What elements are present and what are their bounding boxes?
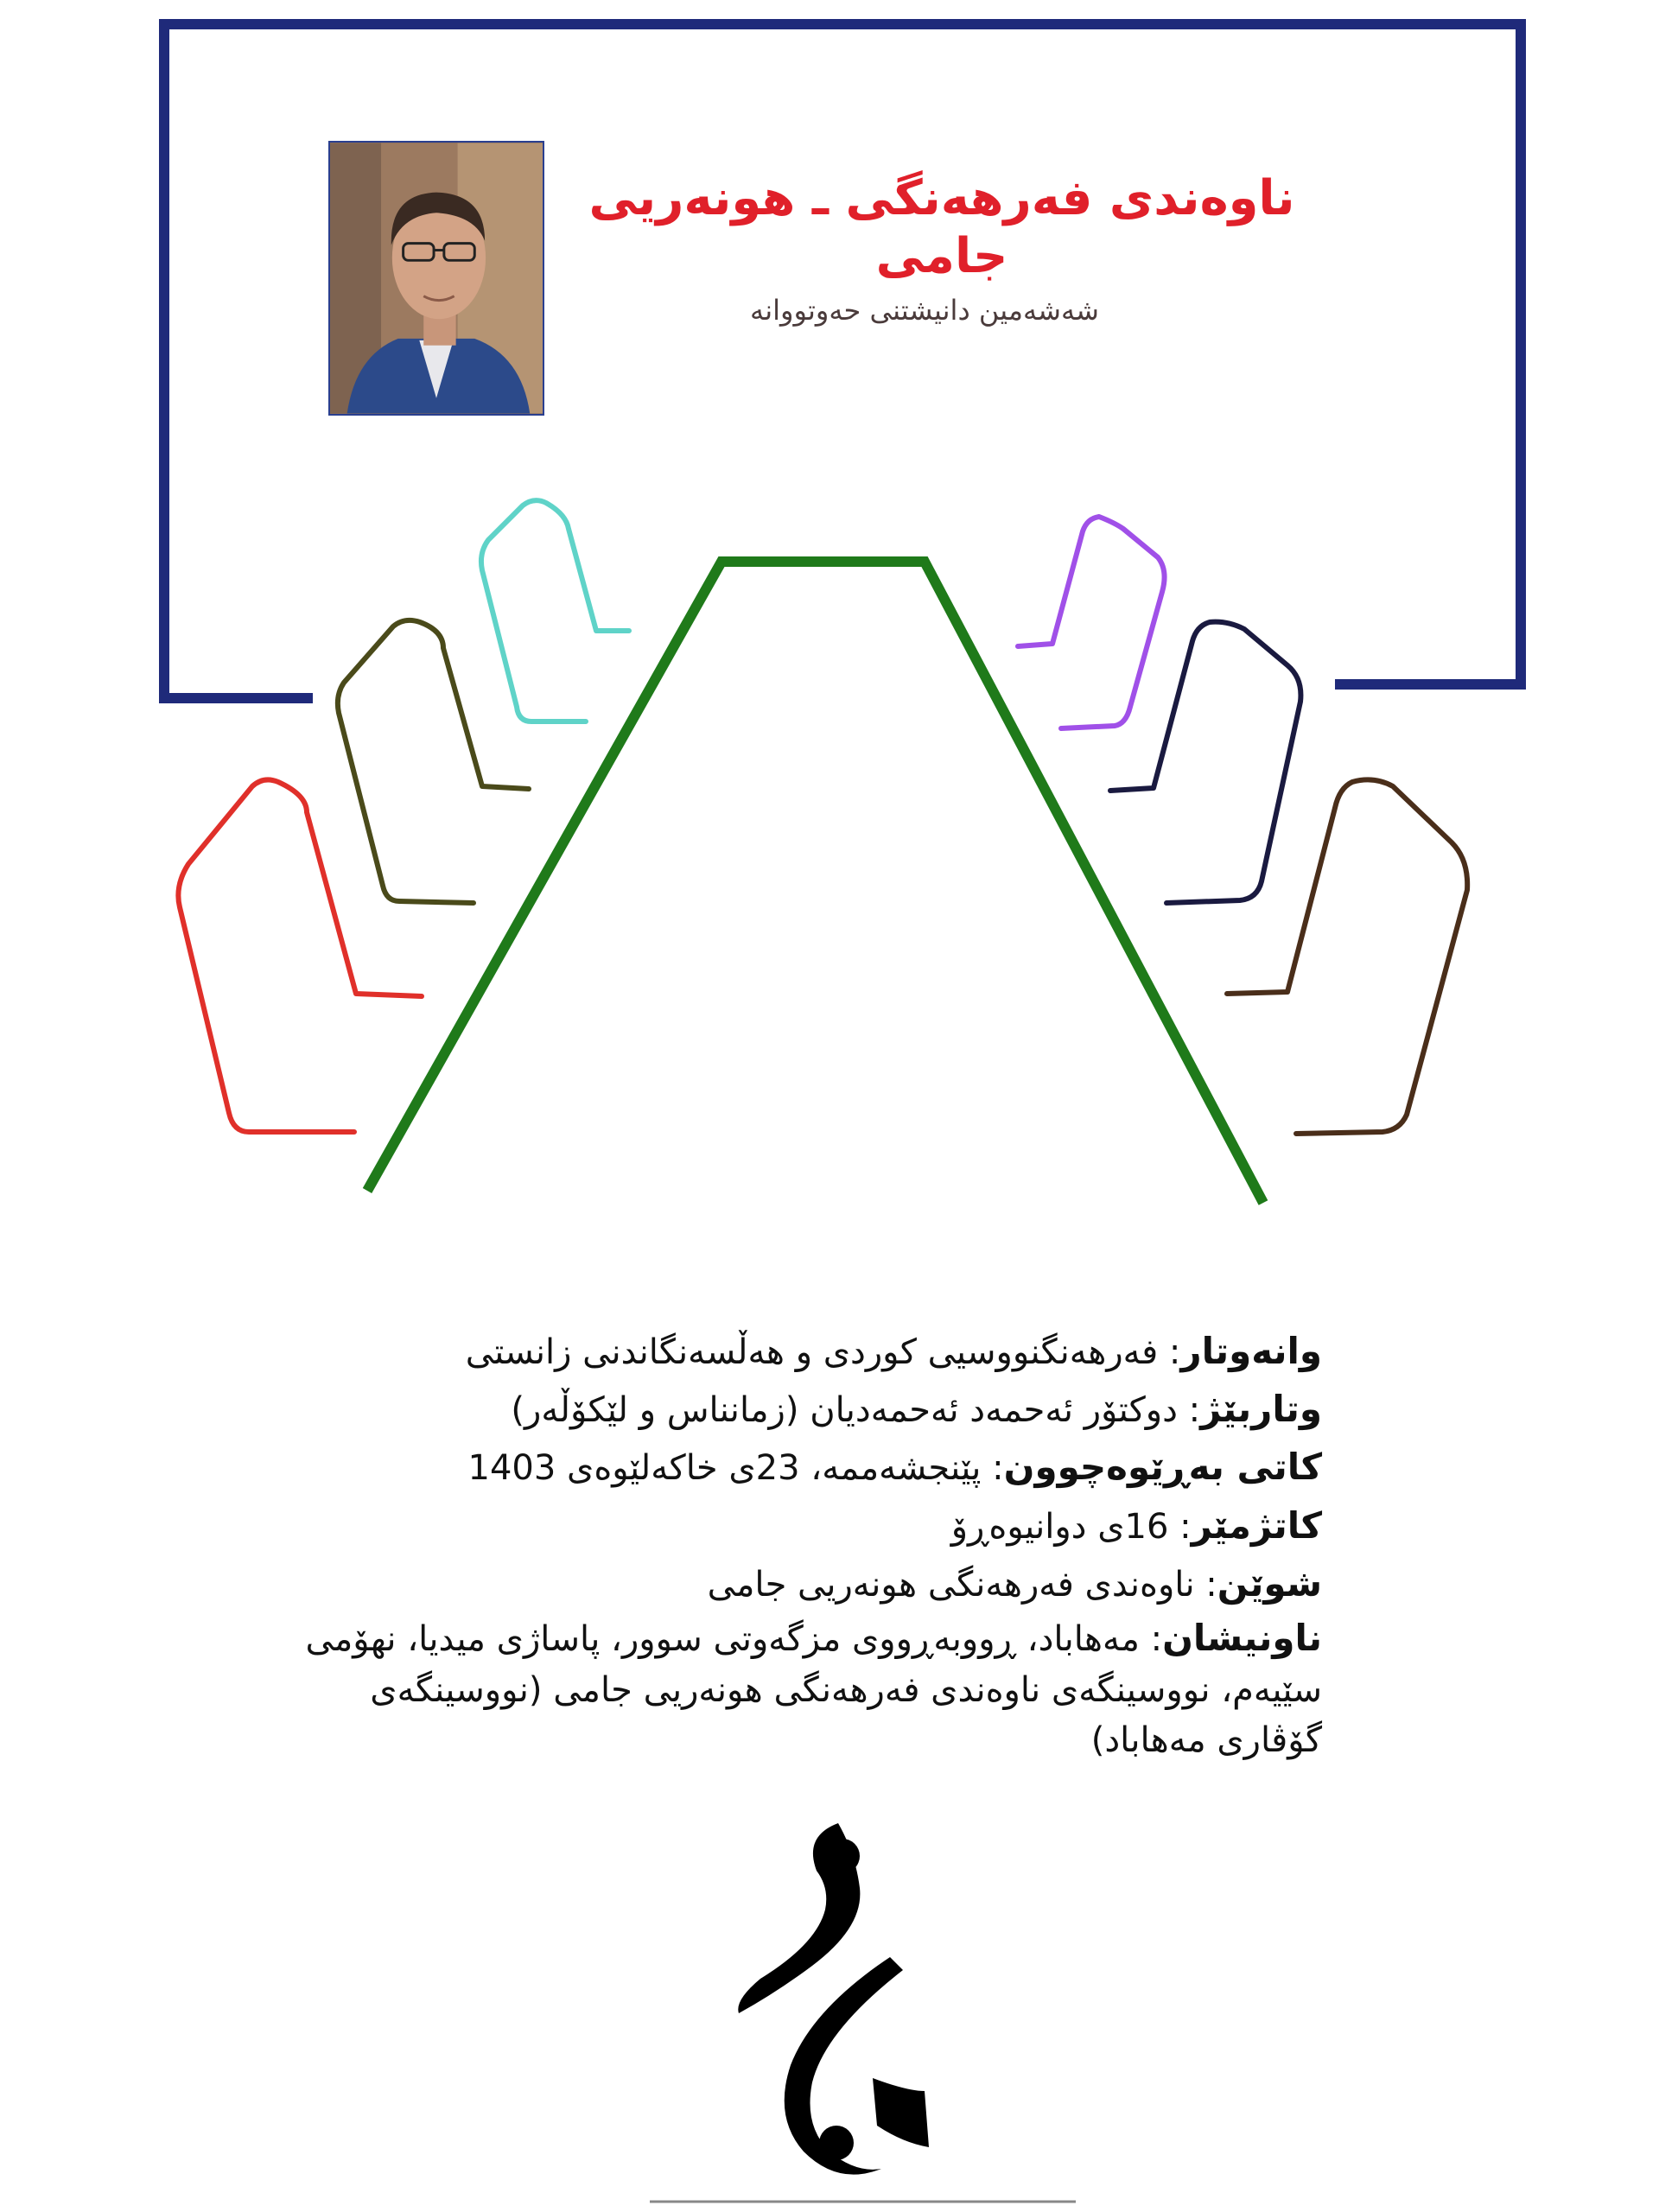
speaker-label: وتاربێژ [1200, 1388, 1322, 1431]
place-label: شوێن [1217, 1561, 1322, 1605]
chair-right-front [1227, 779, 1467, 1134]
date-value: پێنجشەممە، 23ی خاکەلێوەی 1403 [467, 1448, 982, 1489]
time-label: کاتژمێر [1191, 1503, 1322, 1547]
detail-place: شوێن: ناوەندی فەرهەنگی هونەریی جامی [707, 1561, 1322, 1605]
chair-right-back [1018, 517, 1165, 728]
page-title: ناوەندی فەرهەنگی ـ هونەریی جامی [588, 170, 1295, 285]
detail-topic: وانەوتار: فەرهەنگنووسیی کوردی و هەڵسەنگاندنی زانستی [465, 1330, 1322, 1372]
jami-logo-icon [709, 1806, 968, 2203]
detail-time: کاتژمێر: 16ی دوانیوەڕۆ [950, 1503, 1322, 1547]
topic-value: فەرهەنگنووسیی کوردی و هەڵسەنگاندنی زانستی [465, 1332, 1159, 1372]
speaker-value: دوکتۆر ئەحمەد ئەحمەدیان (زمانناس و لێکۆڵەر) [511, 1390, 1178, 1431]
address-value: مەهاباد، ڕووبەڕووی مزگەوتی سوور، پاساژی میدیا، نهۆمی سێیەم، نووسینگەی ناوەندی فەرهەنگی هونەریی جامی (نووسینگەی گۆڤاری مەهاباد) [305, 1618, 1322, 1760]
date-label: کاتی بەڕێوەچوون [1003, 1446, 1322, 1489]
place-value: ناوەندی فەرهەنگی هونەریی جامی [707, 1564, 1195, 1605]
topic-label: وانەوتار [1180, 1330, 1322, 1372]
event-details [285, 1322, 1322, 1765]
time-value: 16ی دوانیوەڕۆ [950, 1506, 1169, 1547]
chair-right-middle [1110, 622, 1300, 903]
chair-left-back [481, 500, 629, 721]
speaker-photo [328, 141, 544, 416]
chair-left-front [178, 779, 422, 1132]
address-label: ناونیشان [1162, 1616, 1322, 1659]
detail-address: ناونیشان: مەهاباد، ڕووبەڕووی مزگەوتی سوور، پاساژی میدیا، نهۆمی سێیەم، نووسینگەی ناوەندی فەرهەنگی هونەریی جامی (نووسینگەی گۆڤاری مەهاباد) [305, 1616, 1322, 1760]
page-subtitle: شەشەمین دانیشتنی حەوتووانە [750, 294, 1099, 327]
detail-date: کاتی بەڕێوەچوون: پێنجشەممە، 23ی خاکەلێوەی 1403 [467, 1446, 1322, 1489]
meeting-table [367, 562, 1263, 1203]
chair-left-middle [338, 620, 529, 903]
detail-speaker: وتاربێژ: دوکتۆر ئەحمەد ئەحمەدیان (زمانناس و لێکۆڵەر) [511, 1388, 1322, 1431]
